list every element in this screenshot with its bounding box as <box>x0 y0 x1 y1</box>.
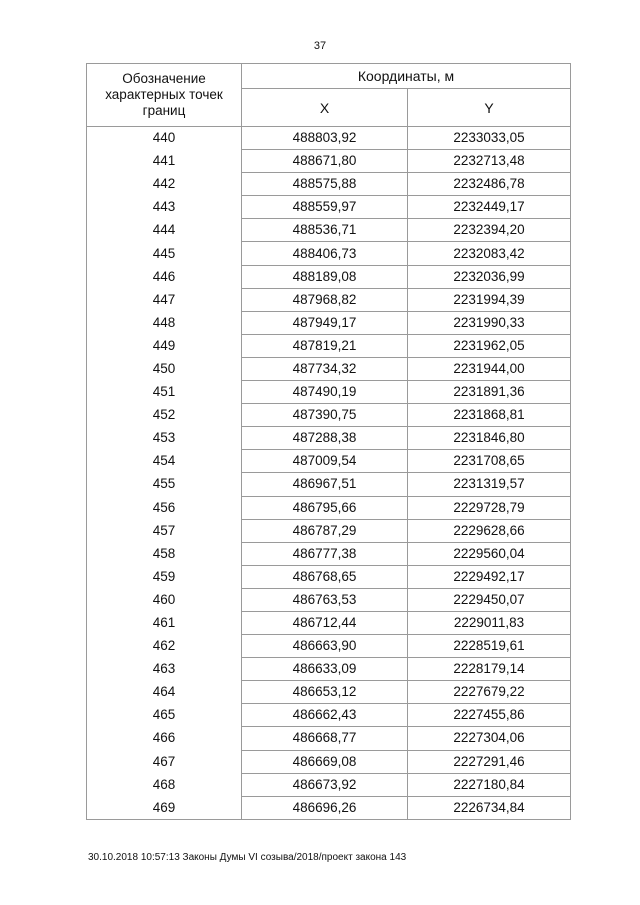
table-row <box>87 542 571 565</box>
point-number-cell: 453 <box>87 427 242 450</box>
point-number-cell: 468 <box>87 773 242 796</box>
point-number-cell: 469 <box>87 796 242 819</box>
table-row <box>87 658 571 681</box>
x-coordinate-cell: 487390,75 <box>242 404 408 427</box>
point-number-cell: 443 <box>87 196 242 219</box>
point-number-cell: 466 <box>87 727 242 750</box>
y-coordinate-cell: 2229560,04 <box>408 542 571 565</box>
table-row <box>87 611 571 634</box>
table-row <box>87 381 571 404</box>
point-number-cell: 459 <box>87 565 242 588</box>
y-coordinate-cell: 2232713,48 <box>408 150 571 173</box>
table-row <box>87 750 571 773</box>
y-coordinate-cell: 2231846,80 <box>408 427 571 450</box>
x-coordinate-cell: 488671,80 <box>242 150 408 173</box>
point-number-cell: 449 <box>87 334 242 357</box>
x-coordinate-cell: 487490,19 <box>242 381 408 404</box>
y-coordinate-cell: 2232486,78 <box>408 173 571 196</box>
y-coordinate-cell: 2229728,79 <box>408 496 571 519</box>
x-coordinate-cell: 486763,53 <box>242 588 408 611</box>
point-number-cell: 457 <box>87 519 242 542</box>
table-row <box>87 773 571 796</box>
point-number-cell: 451 <box>87 381 242 404</box>
table-row <box>87 265 571 288</box>
y-coordinate-cell: 2231990,33 <box>408 311 571 334</box>
y-coordinate-cell: 2231962,05 <box>408 334 571 357</box>
table-row <box>87 196 571 219</box>
y-coordinate-cell: 2229628,66 <box>408 519 571 542</box>
x-coordinate-cell: 487968,82 <box>242 288 408 311</box>
page-number: 37 <box>313 40 327 52</box>
y-coordinate-cell: 2233033,05 <box>408 127 571 150</box>
x-coordinate-cell: 488406,73 <box>242 242 408 265</box>
table-row <box>87 219 571 242</box>
table-row <box>87 427 571 450</box>
point-number-cell: 450 <box>87 357 242 380</box>
point-number-cell: 440 <box>87 127 242 150</box>
y-coordinate-cell: 2231319,57 <box>408 473 571 496</box>
y-coordinate-cell: 2227679,22 <box>408 681 571 704</box>
y-coordinate-cell: 2231994,39 <box>408 288 571 311</box>
table-row <box>87 519 571 542</box>
table-row <box>87 334 571 357</box>
point-number-cell: 461 <box>87 611 242 634</box>
header-coordinates: Координаты, м <box>242 64 571 89</box>
x-coordinate-cell: 486663,90 <box>242 635 408 658</box>
y-coordinate-cell: 2226734,84 <box>408 796 571 819</box>
y-coordinate-cell: 2232394,20 <box>408 219 571 242</box>
table-row <box>87 127 571 150</box>
table-row <box>87 635 571 658</box>
y-coordinate-cell: 2227180,84 <box>408 773 571 796</box>
y-coordinate-cell: 2227455,86 <box>408 704 571 727</box>
y-coordinate-cell: 2232036,99 <box>408 265 571 288</box>
point-number-cell: 467 <box>87 750 242 773</box>
y-coordinate-cell: 2229450,07 <box>408 588 571 611</box>
point-number-cell: 447 <box>87 288 242 311</box>
point-number-cell: 452 <box>87 404 242 427</box>
table-row <box>87 150 571 173</box>
footer-stamp: 30.10.2018 10:57:13 Законы Думы VI созыва/2018/проект закона 143 <box>88 852 407 863</box>
y-coordinate-cell: 2228179,14 <box>408 658 571 681</box>
table-row <box>87 357 571 380</box>
point-number-cell: 446 <box>87 265 242 288</box>
point-number-cell: 460 <box>87 588 242 611</box>
point-number-cell: 464 <box>87 681 242 704</box>
table-row <box>87 727 571 750</box>
table-row <box>87 681 571 704</box>
x-coordinate-cell: 486633,09 <box>242 658 408 681</box>
header-point-designation: Обозначение характерных точек границ <box>87 64 242 127</box>
table-row <box>87 473 571 496</box>
x-coordinate-cell: 486669,08 <box>242 750 408 773</box>
x-coordinate-cell: 486668,77 <box>242 727 408 750</box>
table-row <box>87 450 571 473</box>
table-row <box>87 404 571 427</box>
table-row <box>87 288 571 311</box>
x-coordinate-cell: 486696,26 <box>242 796 408 819</box>
x-coordinate-cell: 487009,54 <box>242 450 408 473</box>
header-y: Y <box>408 89 571 127</box>
point-number-cell: 462 <box>87 635 242 658</box>
y-coordinate-cell: 2231891,36 <box>408 381 571 404</box>
point-number-cell: 465 <box>87 704 242 727</box>
y-coordinate-cell: 2229492,17 <box>408 565 571 588</box>
x-coordinate-cell: 487734,32 <box>242 357 408 380</box>
y-coordinate-cell: 2227291,46 <box>408 750 571 773</box>
x-coordinate-cell: 486967,51 <box>242 473 408 496</box>
x-coordinate-cell: 487819,21 <box>242 334 408 357</box>
point-number-cell: 463 <box>87 658 242 681</box>
x-coordinate-cell: 486653,12 <box>242 681 408 704</box>
y-coordinate-cell: 2229011,83 <box>408 611 571 634</box>
y-coordinate-cell: 2231868,81 <box>408 404 571 427</box>
point-number-cell: 442 <box>87 173 242 196</box>
table-row <box>87 704 571 727</box>
point-number-cell: 448 <box>87 311 242 334</box>
x-coordinate-cell: 486795,66 <box>242 496 408 519</box>
x-coordinate-cell: 487288,38 <box>242 427 408 450</box>
x-coordinate-cell: 488536,71 <box>242 219 408 242</box>
x-coordinate-cell: 488189,08 <box>242 265 408 288</box>
x-coordinate-cell: 488575,88 <box>242 173 408 196</box>
x-coordinate-cell: 487949,17 <box>242 311 408 334</box>
table-row <box>87 242 571 265</box>
table-row <box>87 588 571 611</box>
table-body <box>87 127 571 820</box>
header-x: X <box>242 89 408 127</box>
point-number-cell: 441 <box>87 150 242 173</box>
point-number-cell: 445 <box>87 242 242 265</box>
y-coordinate-cell: 2231708,65 <box>408 450 571 473</box>
x-coordinate-cell: 486777,38 <box>242 542 408 565</box>
table-row <box>87 173 571 196</box>
table-row <box>87 796 571 819</box>
point-number-cell: 444 <box>87 219 242 242</box>
point-number-cell: 456 <box>87 496 242 519</box>
x-coordinate-cell: 488559,97 <box>242 196 408 219</box>
y-coordinate-cell: 2228519,61 <box>408 635 571 658</box>
y-coordinate-cell: 2227304,06 <box>408 727 571 750</box>
x-coordinate-cell: 486712,44 <box>242 611 408 634</box>
x-coordinate-cell: 486787,29 <box>242 519 408 542</box>
y-coordinate-cell: 2231944,00 <box>408 357 571 380</box>
y-coordinate-cell: 2232449,17 <box>408 196 571 219</box>
point-number-cell: 458 <box>87 542 242 565</box>
x-coordinate-cell: 488803,92 <box>242 127 408 150</box>
table-row <box>87 311 571 334</box>
table-row <box>87 565 571 588</box>
point-number-cell: 455 <box>87 473 242 496</box>
table-row <box>87 496 571 519</box>
coordinates-table <box>86 63 571 820</box>
y-coordinate-cell: 2232083,42 <box>408 242 571 265</box>
x-coordinate-cell: 486768,65 <box>242 565 408 588</box>
point-number-cell: 454 <box>87 450 242 473</box>
x-coordinate-cell: 486662,43 <box>242 704 408 727</box>
x-coordinate-cell: 486673,92 <box>242 773 408 796</box>
